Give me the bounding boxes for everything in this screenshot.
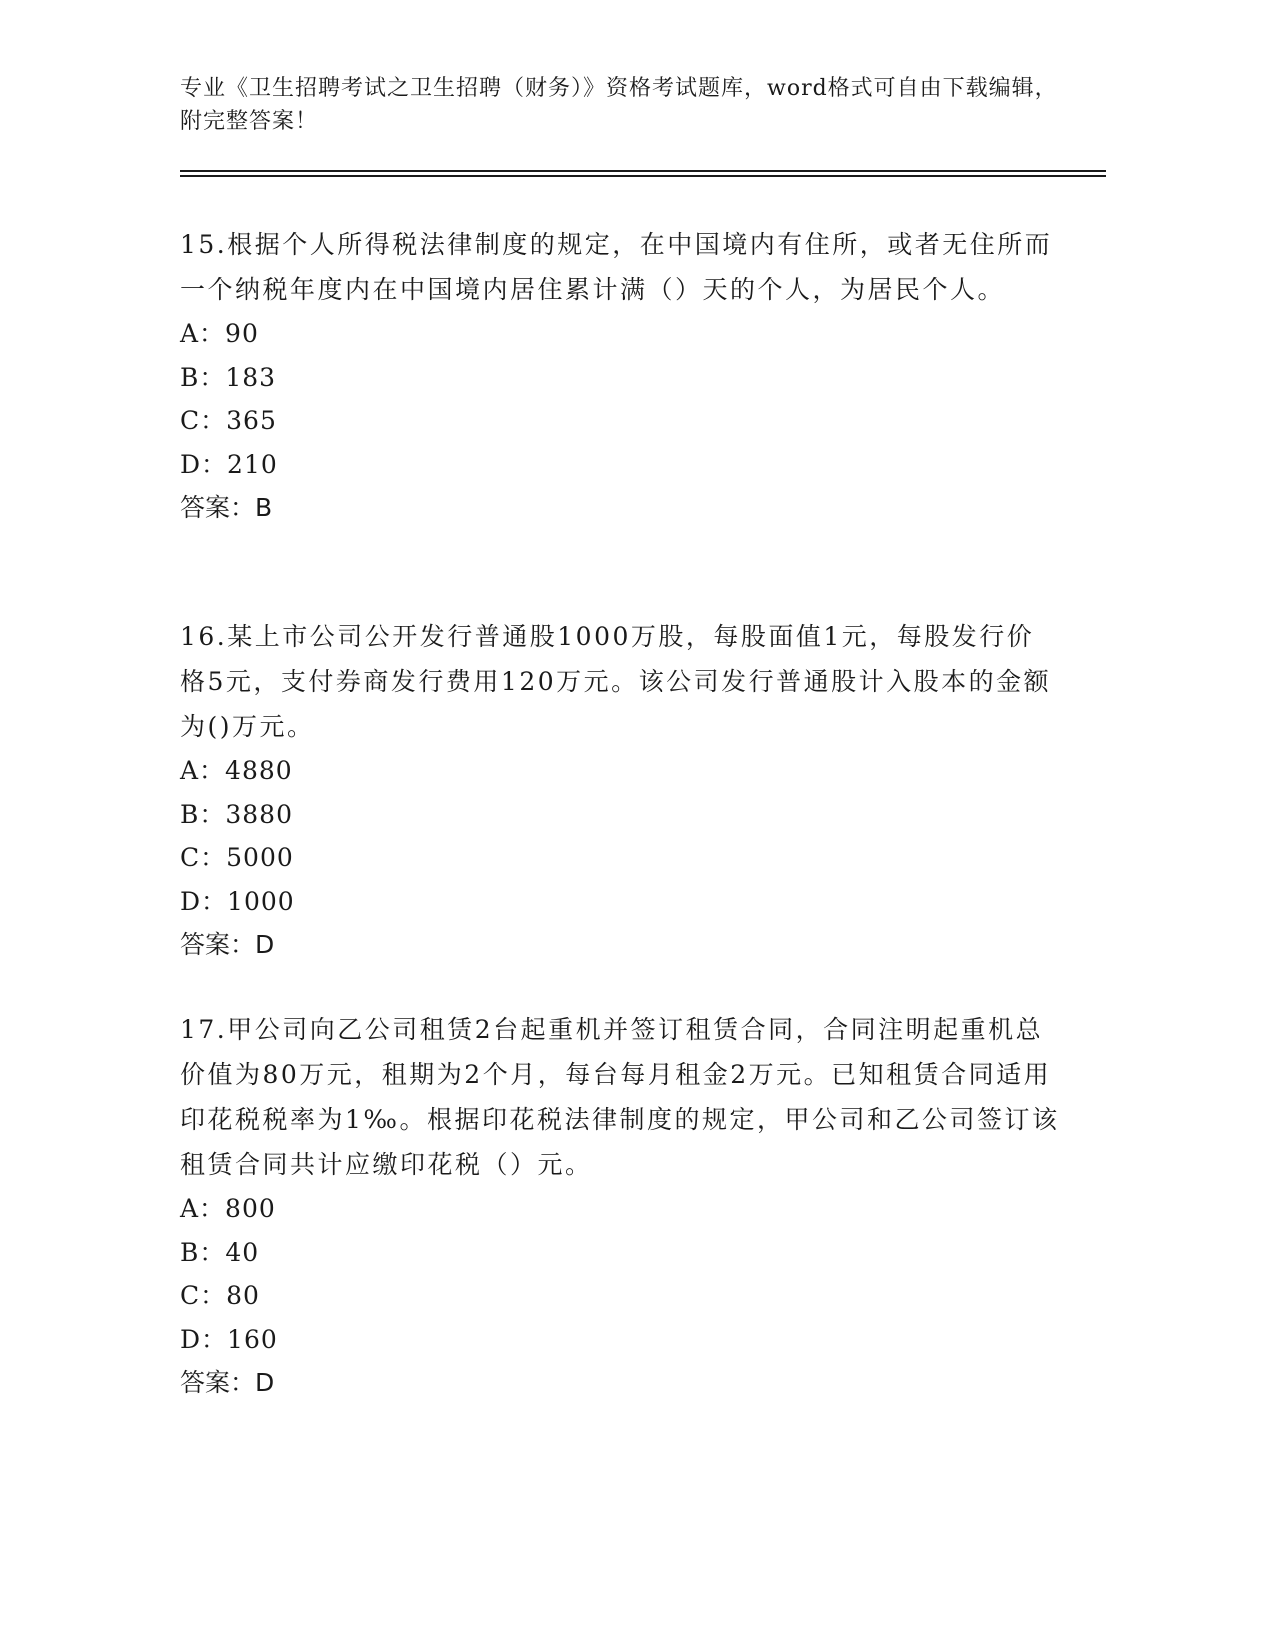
question-text: 16.某上市公司公开发行普通股1000万股，每股面值1元，每股发行价格5元，支付券商发行费用120万元。该公司发行普通股计入股本的金额为()万元。: [180, 622, 1052, 741]
header-divider-bottom: [180, 175, 1106, 177]
option-d: D：1000: [180, 886, 295, 916]
question-17: [180, 1007, 1060, 1405]
option-a: A：4880: [180, 756, 293, 785]
option-d: D：210: [180, 449, 278, 479]
option-a: A：90: [180, 319, 259, 348]
question-15: [180, 222, 1060, 530]
option-b: B：3880: [180, 799, 293, 829]
question-text: 15.根据个人所得税法律制度的规定，在中国境内有住所，或者无住所而一个纳税年度内在中国境内居住累计满（）天的个人，为居民个人。: [180, 230, 1053, 304]
option-c: C：80: [180, 1281, 260, 1311]
option-c: C：5000: [180, 843, 294, 873]
document-header: 专业《卫生招聘考试之卫生招聘（财务）》资格考试题库，word格式可自由下载编辑，附完整答案！: [180, 76, 1058, 134]
option-b: B：40: [180, 1237, 260, 1267]
answer: 答案：D: [180, 1368, 275, 1398]
option-c: C：365: [180, 406, 277, 436]
question-text: 17.甲公司向乙公司租赁2台起重机并签订租赁合同，合同注明起重机总价值为80万元，租期为2个月，每台每月租金2万元。已知租赁合同适用印花税税率为1‰。根据印花税法律制度的规定，甲公司和乙公司签订该租赁合同共计应缴印花税（）元。: [180, 1015, 1060, 1179]
option-d: D：160: [180, 1324, 278, 1354]
answer: 答案：D: [180, 930, 275, 960]
question-16: [180, 614, 1060, 967]
option-b: B：183: [180, 362, 277, 392]
option-a: A：800: [180, 1194, 276, 1223]
header-divider-top: [180, 170, 1106, 172]
answer: 答案：B: [180, 493, 273, 523]
